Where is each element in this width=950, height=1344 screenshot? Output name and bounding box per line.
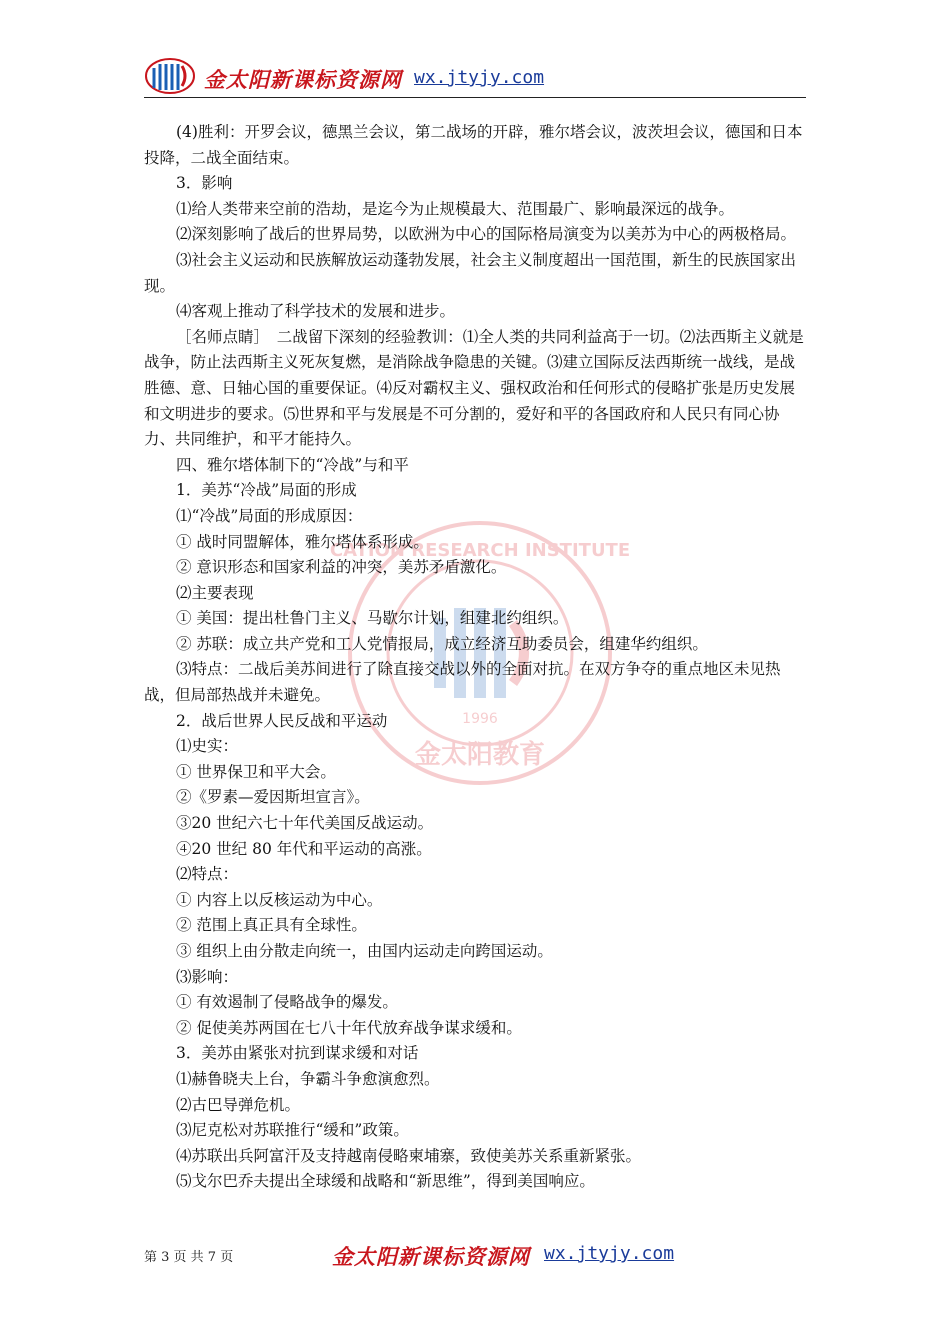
- watermark-year: 1996: [462, 711, 498, 727]
- paragraph: ② 苏联：成立共产党和工人党情报局，成立经济互助委员会，组建华约组织。: [176, 634, 708, 653]
- paragraph: 3．美苏由紧张对抗到谋求缓和对话: [176, 1044, 419, 1063]
- paragraph: ⑴史实：: [176, 737, 239, 756]
- paragraph: ⑴赫鲁晓夫上台，争霸斗争愈演愈烈。: [176, 1069, 440, 1088]
- paragraph: ⑵深刻影响了战后的世界局势，以欧洲为中心的国际格局演变为以美苏为中心的两极格局。: [176, 225, 797, 244]
- paragraph: ② 促使美苏两国在七八十年代放弃战争谋求缓和。: [176, 1018, 522, 1037]
- header-brand: 金太阳新课标资源网: [204, 68, 402, 92]
- footer-site-link[interactable]: wx.jtyjy.com: [544, 1243, 675, 1264]
- paragraph: ⑷客观上推动了科学技术的发展和进步。: [176, 302, 456, 321]
- paragraph: ⑴“冷战”局面的形成原因：: [176, 506, 363, 525]
- paragraph: ⑸戈尔巴乔夫提出全球缓和战略和“新思维”，得到美国响应。: [176, 1172, 595, 1191]
- paragraph: ① 战时同盟解体，雅尔塔体系形成。: [176, 532, 429, 551]
- section-heading: 四、雅尔塔体制下的“冷战”与和平: [176, 455, 409, 474]
- paragraph: ⑵主要表现: [176, 583, 254, 602]
- paragraph: ① 内容上以反核运动为中心。: [176, 890, 383, 909]
- paragraph: ⑴给人类带来空前的浩劫，是迄今为止规模最大、范围最广、影响最深远的战争。: [176, 199, 735, 218]
- paragraph: ③ 组织上由分散走向统一，由国内运动走向跨国运动。: [176, 942, 553, 960]
- footer-brand: 金太阳新课标资源网: [332, 1245, 530, 1269]
- paragraph: (4)胜利：开罗会议，德黑兰会议，第二战场的开辟，雅尔塔会议，波茨坦会议，德国和日本投降，二战全面结束。: [144, 123, 803, 167]
- document-body: [144, 120, 808, 1195]
- paragraph: ③20 世纪六七十年代美国反战运动。: [176, 814, 434, 833]
- logo-icon: [144, 56, 196, 96]
- watermark-ring-text: CATION RESEARCH INSTITUTE: [329, 540, 631, 561]
- header-site-link[interactable]: wx.jtyjy.com: [414, 67, 545, 88]
- paragraph: ② 意识形态和国家利益的冲突，美苏矛盾激化。: [176, 558, 507, 577]
- paragraph: ⑶特点：二战后美苏间进行了除直接交战以外的全面对抗。在双方争夺的重点地区未见热战，但局部热战并未避免。: [144, 660, 781, 705]
- paragraph: ⑵特点：: [176, 865, 239, 884]
- paragraph: 3．影响: [176, 174, 233, 193]
- paragraph: ② 范围上真正具有全球性。: [176, 916, 367, 935]
- page-header: [144, 56, 806, 98]
- header-divider: [144, 97, 806, 98]
- paragraph: ［名师点睛］ 二战留下深刻的经验教训：⑴全人类的共同利益高于一切。⑵法西斯主义就是战争，防止法西斯主义死灰复燃，是消除战争隐患的关键。⑶建立国际反法西斯统一战线，是战胜德、意、日轴心国的重要保证。⑷反对霸权主义、强权政治和任何形式的侵略扩张是历史发展和文明进步的要求。⑸世界和平与发展是不可分割的，爱好和平的各国政府和人民只有同心协力、共同维护，和平才能持久。: [144, 327, 804, 449]
- paragraph: ⑶社会主义运动和民族解放运动蓬勃发展，社会主义制度超出一国范围，新生的民族国家出现。: [144, 250, 797, 295]
- paragraph: ⑶尼克松对苏联推行“缓和”政策。: [176, 1121, 409, 1140]
- paragraph: ⑷苏联出兵阿富汗及支持越南侵略柬埔寨，致使美苏关系重新紧张。: [176, 1146, 642, 1165]
- paragraph: ① 美国：提出杜鲁门主义、马歇尔计划，组建北约组织。: [176, 609, 569, 628]
- paragraph: ① 有效遏制了侵略战争的爆发。: [176, 993, 398, 1012]
- watermark-cn-text: 金太阳教育: [414, 740, 546, 770]
- paragraph: ⑶影响：: [176, 967, 239, 986]
- page-footer: [144, 1238, 806, 1270]
- page-number: 第 3 页 共 7 页: [144, 1250, 234, 1265]
- paragraph: ④20 世纪 80 年代和平运动的高涨。: [176, 839, 432, 858]
- paragraph: ① 世界保卫和平大会。: [176, 762, 336, 781]
- paragraph: ②《罗素—爱因斯坦宣言》。: [176, 788, 370, 807]
- paragraph: ⑵古巴导弹危机。: [176, 1095, 301, 1114]
- paragraph: 1．美苏“冷战”局面的形成: [176, 481, 357, 500]
- paragraph: 2．战后世界人民反战和平运动: [176, 711, 388, 730]
